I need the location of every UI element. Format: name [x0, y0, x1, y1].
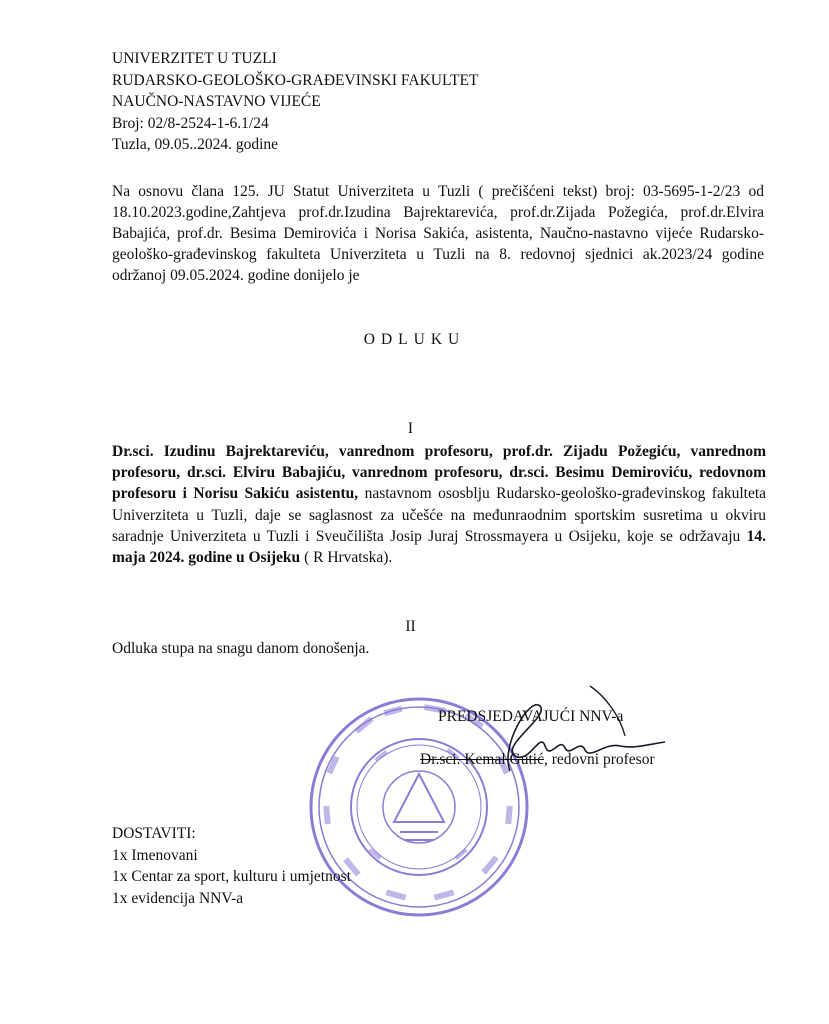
preamble [112, 181, 764, 286]
section-2-text: Odluka stupa na snagu danom donošenja. [112, 640, 370, 657]
signatory-rank: , redovni profesor [543, 751, 655, 768]
section-1-text [112, 441, 766, 568]
faculty-name: RUDARSKO-GEOLOŠKO-GRAĐEVINSKI FAKULTET [112, 71, 479, 89]
section-number-1: I [407, 420, 414, 437]
distribution-list [112, 823, 512, 909]
section-1-date: 14. maja 2024. godine u Osijeku [112, 527, 766, 567]
distribution-item: 1x Imenovani [112, 846, 198, 864]
preamble-text: Na osnovu člana 125. JU Statut Univerziteta u Tuzli ( prečišćeni tekst) broj: 03-5695-1-2/23 od 18.10.2023.godine,Zahtjeva prof.dr.Izudina Bajrektarevića, prof.dr.Zijada Požegića, prof.dr.Elvira Babajića, prof.dr. Besima Demirovića i Norisa Sakića, asistenta, Naučno-nastavno vijeće Rudarsko-geološko-građevinskog fakulteta Univerziteta u Tuzli na 8. redovnoj sjednici ak.2023/24 godine održanoj 09.05.2024. godine donijelo je [112, 183, 764, 284]
document-date: Tuzla, 09.05..2024. godine [112, 136, 279, 153]
signatory-name [420, 749, 655, 770]
university-name: UNIVERZITET U TUZLI [112, 50, 277, 67]
decision-title: ODLUKU [363, 331, 466, 348]
distribution-item: 1x Centar za sport, kulturu i umjetnost [112, 868, 351, 885]
section-1-names: Dr.sci. Izudinu Bajrektareviću, vanrednom profesoru, prof.dr. Zijadu Požegiću, vanrednom profesoru, dr.sci. Elviru Babajiću, vanrednom profesoru, dr.sci. Besimu Demiroviću, redovnom profesoru i Norisu Sakiću asistentu, [112, 443, 766, 503]
section-1-body: nastavnom ososblju Rudarsko-geološko-građevinskog fakulteta Univerziteta u Tuzli, daje se saglasnost za učešće na međunraodnim sportskim susretima u okviru saradnje Univerziteta u Tuzli i Sveučilišta Josip Juraj Strossmayera u Osijeku, koje se održavaju [112, 485, 767, 545]
document-number: Broj: 02/8-2524-1-6.1/24 [112, 114, 269, 132]
signatory-title: PREDSJEDAVAJUĆI NNV-a [438, 708, 624, 725]
section-1-end: ( R Hrvatska). [300, 549, 393, 567]
section-1 [112, 441, 766, 568]
council-name: NAUČNO-NASTAVNO VIJEĆE [112, 93, 321, 110]
letterhead [112, 48, 672, 156]
signatory-name-struck: Dr.sci. Kemal Gutić [420, 751, 544, 768]
distribution-item: 1x evidencija NNV-a [112, 889, 244, 907]
distribution-heading: DOSTAVITI: [112, 825, 196, 842]
section-number-2: II [405, 618, 416, 635]
section-2 [112, 638, 712, 659]
